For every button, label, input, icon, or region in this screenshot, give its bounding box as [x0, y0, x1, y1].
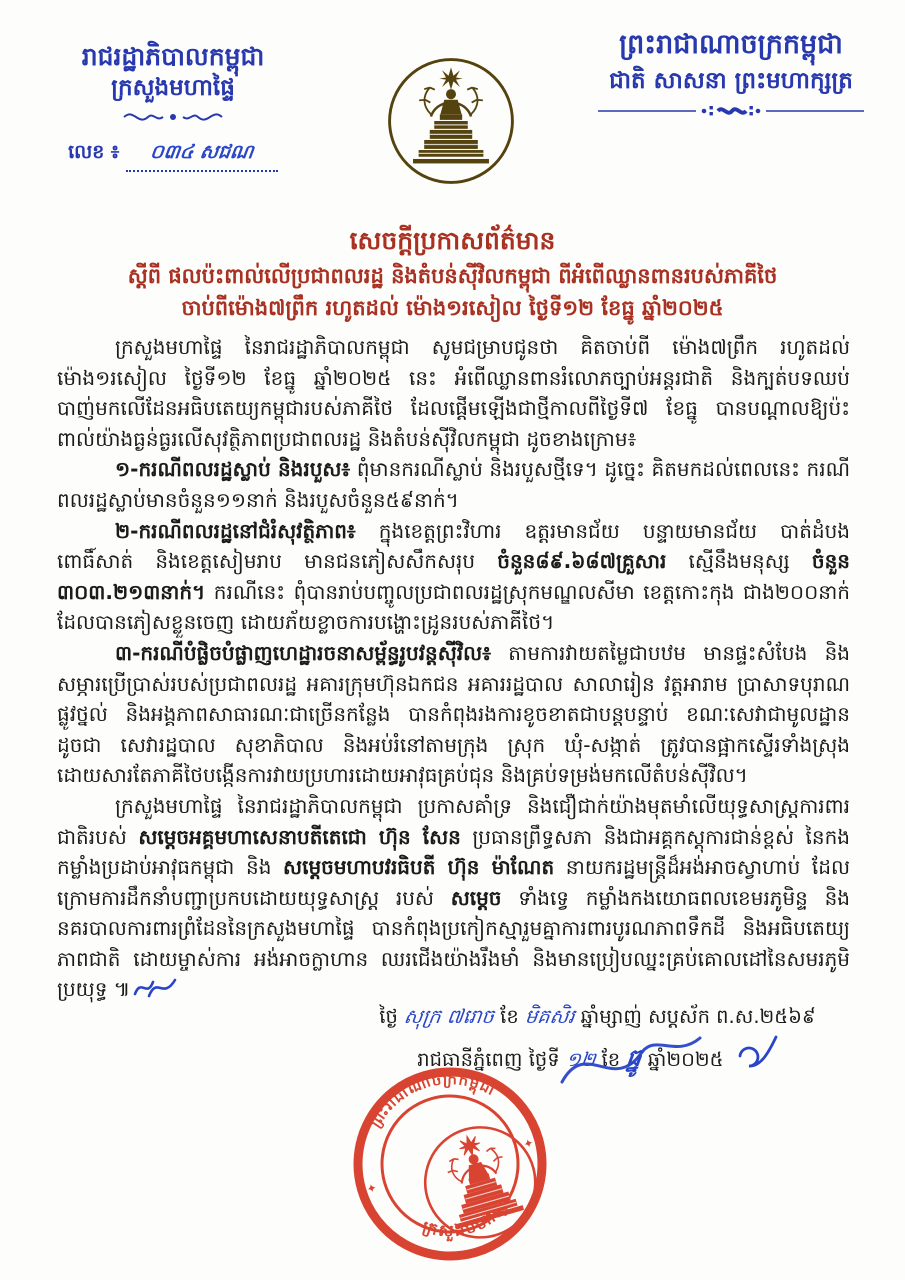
stamp-top-text: ព្រះរាជាណាចក្រកម្ពុជា — [365, 1069, 499, 1131]
signature-swirl-icon — [730, 1034, 778, 1076]
point3-heading: ៣-ករណីបំផ្លិចបំផ្លាញហេដ្ឋារចនាសម្ព័ន្ធរូបវន្តស៊ីវិល៖ — [115, 640, 491, 665]
handwritten-lunar-month: មិគសិរ — [523, 1005, 576, 1028]
document-title-block — [60, 222, 845, 325]
paragraph-intro: ក្រសួងមហាផ្ទៃ នៃរាជរដ្ឋាភិបាលកម្ពុជា សូមជម្រាបជូនថា គិតចាប់ពី ម៉ោង៧ព្រឹក រហូតដល់ ម៉ោង១រសៀល ថ្ងៃទី១២ ខែធ្នូ ឆ្នាំ២០២៥ នេះ អំពើឈ្លានពានរំលោភច្បាប់អន្តរជាតិ និងក្បត់បទឈប់បាញ់មកលើដែនអធិបតេយ្យកម្ពុជារបស់ភាគីថៃ ដែលផ្តើមឡើងជាថ្មីកាលពីថ្ងៃទី៧ ខែធ្នូ បានបណ្តាលឱ្យប៉ះពាល់យ៉ាងធ្ងន់ធ្ងរលើសុវត្ថិភាពប្រជាពលរដ្ឋ និងតំបន់ស៊ីវិលកម្ពុជា ដូចខាងក្រោម៖ — [57, 335, 850, 451]
point2-heading: ២-ករណីពលរដ្ឋនៅជំរំសុវត្ថិភាព៖ — [115, 518, 356, 543]
title-line2: ស្តីពី ផលប៉ះពាល់លើប្រជាពលរដ្ឋ និងតំបន់ស៊ីវិលកម្ពុជា ពីអំពើឈ្លានពានរបស់ភាគីថៃ — [127, 263, 778, 288]
dateline-gregorian: រាជធានីភ្នំពេញ ថ្ងៃទី ១២ ខែ ធ្នូ ឆ្នាំ២០២៥ — [305, 1034, 890, 1077]
evacuee-people-count: ចំនួន ៣០៣.២១៣នាក់។ — [57, 549, 850, 604]
motto-line: ជាតិ សាសនា ព្រះមហាក្សត្រ — [609, 67, 853, 94]
paragraph-infrastructure: ៣-ករណីបំផ្លិចបំផ្លាញហេដ្ឋារចនាសម្ព័ន្ធរូបវន្តស៊ីវិល៖ តាមការវាយតម្លៃជាបឋម មានផ្ទះសំបែង និងសម្ភារប្រើប្រាស់របស់ប្រជាពលរដ្ឋ អគារក្រុមហ៊ុនឯកជន អគាររដ្ឋបាល សាលារៀន វត្តអារាម ប្រាសាទបុរាណ ផ្លូវថ្នល់ និងអង្គភាពសាធារណៈជាច្រើនកន្លែង បានកំពុងរងការខូចខាតជាបន្តបន្ទាប់ ខណៈសេវាជាមូលដ្ឋានដូចជា សេវារដ្ឋបាល សុខាភិបាល និងអប់រំនៅតាមក្រុង ស្រុក ឃុំ-សង្កាត់ ត្រូវបានផ្អាកស្ទើរទាំងស្រុង ដោយសារតែភាគីថៃបង្កើនការវាយប្រហារដោយអាវុធគ្រប់ជុន និងគ្រប់ទម្រង់មកលើតំបន់ស៊ីវិល។ — [57, 640, 850, 788]
stamp-right-star-icon: ✦ — [521, 1135, 536, 1152]
doc-number-label: លេខ ៖ — [68, 140, 120, 163]
evacuee-families-count: ចំនួន៨៩.៦៨៧គ្រួសារ — [497, 549, 667, 574]
ministry-line: ក្រសួងមហាផ្ទៃ — [111, 74, 235, 101]
paragraph-support: ក្រសួងមហាផ្ទៃ នៃរាជរដ្ឋាភិបាលកម្ពុជា ប្រកាសគាំទ្រ និងជឿជាក់យ៉ាងមុតមាំលើយុទ្ធសាស្ត្រការពារជាតិរបស់ សម្តេចអគ្គមហាសេនាបតីតេជោ ហ៊ុន សែន ប្រធានព្រឹទ្ធសភា និងជាអគ្គកស្តុការជាន់ខ្ពស់ នៃកងកម្លាំងប្រដាប់អាវុធកម្ពុជា និង សម្តេចមហាបវរធិបតី ហ៊ុន ម៉ាណែត នាយករដ្ឋមន្ត្រីដ៏អង់អាចស្វាហាប់ ដែលក្រោមការដឹកនាំបញ្ជាប្រកបដោយយុទ្ធសាស្ត្រ របស់ សម្តេច ទាំងទ្វេ កម្លាំងកងយោធពលខេមរភូមិន្ទ និងនគរបាលការពារព្រំដែននៃក្រសួងមហាផ្ទៃ បានកំពុងប្រកៀកស្មារួមគ្នាការពារបូរណភាពទឹកដី និងអធិបតេយ្យភាពជាតិ ដោយម្ចាស់ការ អង់អាចក្លាហាន ឈរជើងយ៉ាងរឹងមាំ និងមានប្រៀបឈ្នះគ្រប់គោលដៅនៃសមរភូមិប្រយុទ្ធ ៕ — [57, 793, 850, 1002]
stamp-bottom-text: ក្រសួងមហាផ្ទៃ — [420, 1195, 513, 1241]
handwritten-weekday: សុក្រ ៧រោច — [402, 1005, 496, 1028]
government-line: រាជរដ្ឋាភិបាលកម្ពុជា — [81, 42, 265, 71]
signature-initials-icon — [132, 974, 178, 1002]
doc-number-line — [38, 140, 308, 172]
samdech-bold: សម្តេច — [450, 885, 502, 910]
kingdom-line: ព្រះរាជាណាចក្រកម្ពុជា — [619, 29, 843, 60]
letterhead-right — [570, 26, 892, 122]
handwritten-day: ១២ — [564, 1048, 597, 1071]
paragraph-casualties: ១-ករណីពលរដ្ឋស្លាប់ និងរបួស៖ ពុំមានករណីស្លាប់ និងរបួសថ្មីទេ។ ដូច្នេះ គិតមកដល់ពេលនេះ ករណីពលរដ្ឋស្លាប់មានចំនួន១១នាក់ និងរបួសចំនួន៥៩នាក់។ — [57, 457, 850, 512]
official-stamp — [350, 1064, 550, 1264]
paragraph-evacuees: ២-ករណីពលរដ្ឋនៅជំរំសុវត្ថិភាព៖ ក្នុងខេត្តព្រះវិហារ ឧត្តរមានជ័យ បន្ទាយមានជ័យ បាត់ដំបង ពោធិ៍សាត់ និងខេត្តសៀមរាប មានជនភៀសសឹកសរុប ចំនួន៨៩.៦៨៧គ្រួសារ ស្មើនឹងមនុស្ស ចំនួន ៣០៣.២១៣នាក់។ ករណីនេះ ពុំបានរាប់បញ្ចូលប្រជាពលរដ្ឋស្រុកមណ្ឌលសីមា ខេត្តកោះកុង ជាង២០០នាក់ ដែលបានភៀសខ្លួនចេញ ដោយភ័យខ្លាចការបង្ហោះដ្រូនរបស់ភាគីថៃ។ — [57, 518, 850, 635]
doc-number-value: ០៣៤ សជណ — [149, 140, 256, 163]
divider-ornament-icon — [596, 104, 866, 118]
title-line1: សេចក្តីប្រកាសព័ត៌មាន — [349, 226, 556, 255]
handwritten-month: ធ្នូ — [624, 1043, 644, 1073]
dateline-lunar: ថ្ងៃ សុក្រ ៧រោច ខែ មិគសិរ ឆ្នាំម្សាញ់ សប្តស័ក ព.ស.២៥៦៩ — [305, 1000, 890, 1034]
point1-heading: ១-ករណីពលរដ្ឋស្លាប់ និងរបួស៖ — [115, 457, 351, 482]
body-text — [57, 332, 850, 1005]
stamp-left-star-icon: ✦ — [364, 1180, 379, 1197]
title-line3: ចាប់ពីម៉ោង៧ព្រឹក រហូតដល់ ម៉ោង១រសៀល ថ្ងៃទី១២ ខែធ្នូ ឆ្នាំ២០២៥ — [181, 296, 724, 321]
national-emblem-icon — [384, 54, 518, 188]
leader-name-hun-manet: សម្តេចមហាបវរធិបតី ហ៊ុន ម៉ាណែត — [283, 855, 555, 880]
letterhead-left — [38, 40, 308, 172]
leader-name-hun-sen: សម្តេចអគ្គមហាសេនាបតីតេជោ ហ៊ុន សែន — [138, 824, 461, 849]
signature-flourish-icon — [556, 1024, 706, 1104]
flourish-icon — [118, 108, 228, 126]
